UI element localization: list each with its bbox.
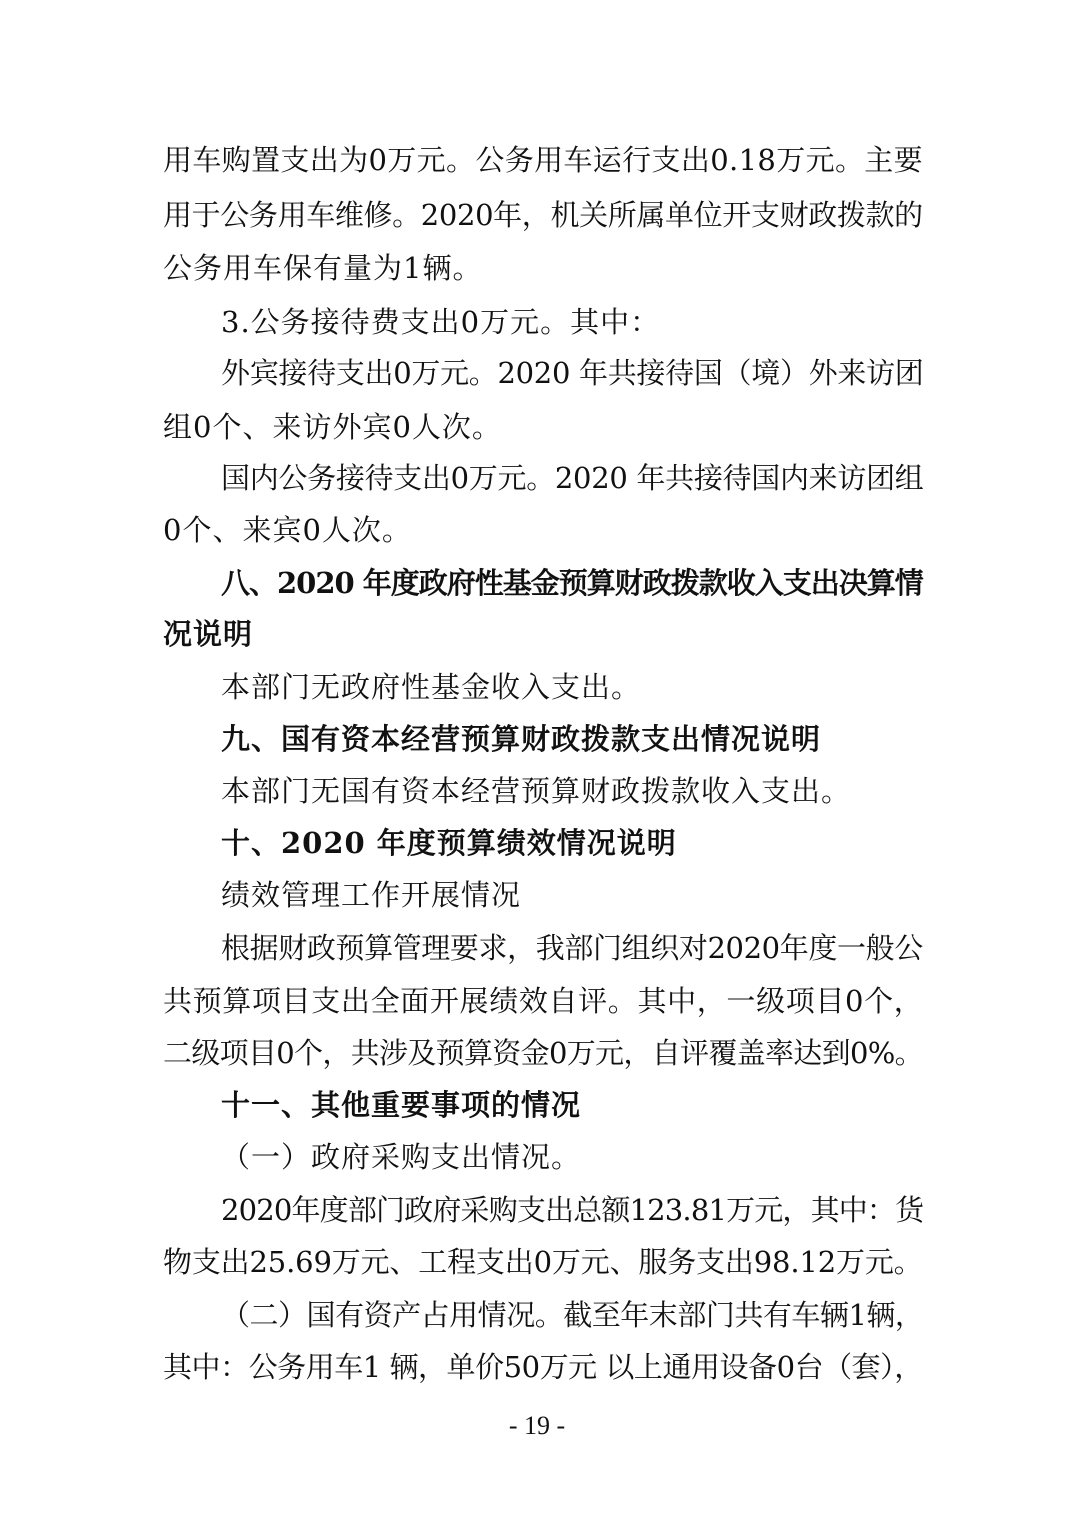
text-line: 用车购置支出为0万元。公务用车运行支出0.18万元。主要 (163, 143, 924, 177)
section-heading-continued: 况说明 (163, 617, 254, 651)
text-line: 本部门无政府性基金收入支出。 (221, 670, 642, 704)
text-line: 外宾接待支出0万元。2020 年共接待国（境）外来访团 (221, 356, 924, 390)
section-heading: 八、2020 年度政府性基金预算财政拨款收入支出决算情 (221, 566, 923, 600)
text-line: 共预算项目支出全面开展绩效自评。其中，一级项目0个， (163, 984, 924, 1018)
section-heading: 十一、其他重要事项的情况 (221, 1088, 582, 1122)
text-line: （一）政府采购支出情况。 (221, 1140, 582, 1174)
text-line: 本部门无国有资本经营预算财政拨款收入支出。 (221, 774, 852, 808)
text-line: 物支出25.69万元、工程支出0万元、服务支出98.12万元。 (163, 1245, 923, 1279)
text-line: 公务用车保有量为1辆。 (163, 251, 483, 285)
text-line: 根据财政预算管理要求，我部门组织对2020年度一般公 (221, 931, 923, 965)
text-line: 组0个、来访外宾0人次。 (163, 410, 502, 444)
text-line: （二）国有资产占用情况。截至年末部门共有车辆1辆， (221, 1298, 924, 1332)
section-heading: 十、2020 年度预算绩效情况说明 (221, 826, 677, 860)
text-line: 其中：公务用车1 辆，单价50万元 以上通用设备0台（套）， (163, 1350, 923, 1384)
text-line: 3.公务接待费支出0万元。其中： (221, 305, 661, 339)
text-line: 国内公务接待支出0万元。2020 年共接待国内来访团组 (221, 461, 924, 495)
page-number: - 19 - (508, 1411, 566, 1440)
section-heading: 九、国有资本经营预算财政拨款支出情况说明 (221, 722, 822, 756)
text-line: 二级项目0个，共涉及预算资金0万元，自评覆盖率达到0%。 (163, 1036, 923, 1070)
text-line: 2020年度部门政府采购支出总额123.81万元，其中：货 (221, 1193, 924, 1227)
text-line: 用于公务用车维修。2020年，机关所属单位开支财政拨款的 (163, 198, 923, 232)
text-line: 0个、来宾0人次。 (163, 513, 412, 547)
text-line: 绩效管理工作开展情况 (221, 878, 522, 912)
